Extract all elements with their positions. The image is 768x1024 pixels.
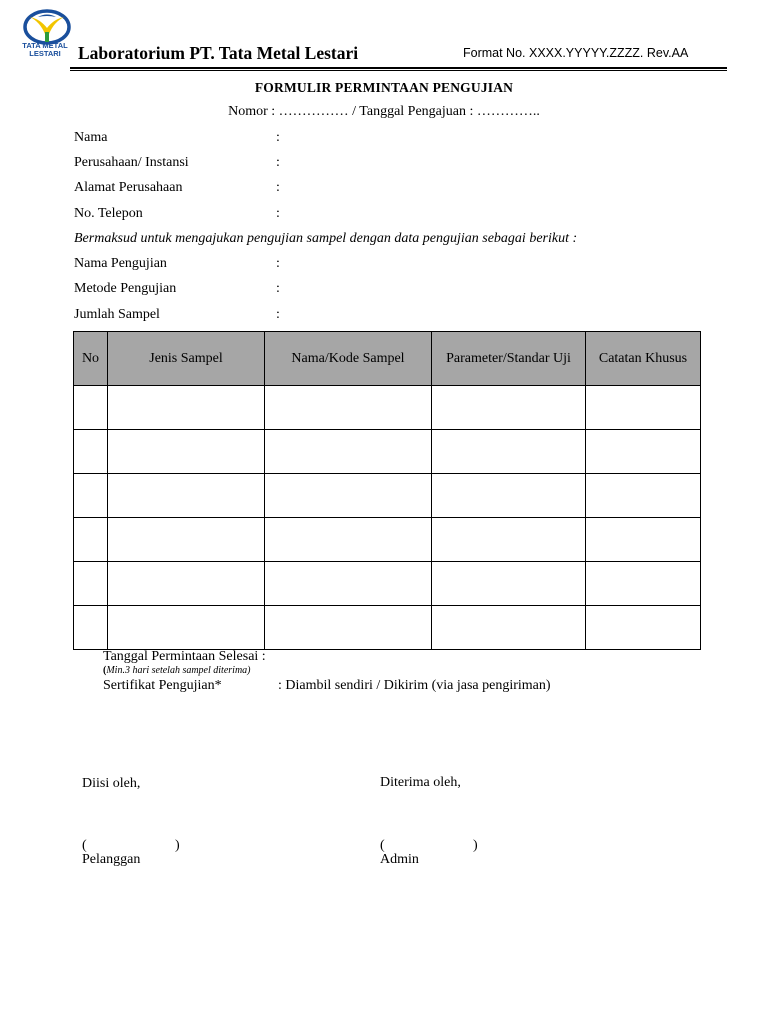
table-cell[interactable] — [265, 606, 432, 650]
table-cell[interactable] — [108, 474, 265, 518]
table-cell[interactable] — [265, 386, 432, 430]
column-header-nama-kode: Nama/Kode Sampel — [265, 332, 432, 386]
column-header-parameter: Parameter/Standar Uji — [432, 332, 586, 386]
signature-paren-open-right: ( — [380, 838, 385, 853]
table-row — [74, 518, 701, 562]
field-label-perusahaan: Perusahaan/ Instansi — [74, 155, 189, 170]
table-cell[interactable] — [586, 386, 701, 430]
table-cell[interactable] — [74, 562, 108, 606]
table-cell[interactable] — [108, 562, 265, 606]
field-label-nama: Nama — [74, 130, 108, 145]
field-colon: : — [276, 180, 280, 195]
field-label-telepon: No. Telepon — [74, 206, 143, 221]
field-label-jumlah: Jumlah Sampel — [74, 307, 160, 322]
table-header-row — [74, 332, 701, 386]
column-header-no: No — [74, 332, 108, 386]
field-colon: : — [276, 130, 280, 145]
table-cell[interactable] — [432, 386, 586, 430]
logo-text: TATA METAL LESTARI — [22, 41, 68, 58]
nomor-date-line: Nomor : …………… / Tanggal Pengajuan : ………….. — [228, 104, 540, 119]
sertifikat-label: Sertifikat Pengujian* — [103, 678, 222, 693]
table-row — [74, 474, 701, 518]
table-cell[interactable] — [586, 430, 701, 474]
format-number: Format No. XXXX.YYYYY.ZZZZ. Rev.AA — [463, 46, 689, 60]
table-cell[interactable] — [74, 474, 108, 518]
signature-caption-right: Diterima oleh, — [380, 775, 461, 790]
field-label-nama-pengujian: Nama Pengujian — [74, 256, 167, 271]
field-colon: : — [276, 206, 280, 221]
table-row — [74, 386, 701, 430]
field-colon: : — [276, 155, 280, 170]
table-row — [74, 562, 701, 606]
field-colon: : — [276, 256, 280, 271]
header-divider — [70, 67, 727, 69]
table-cell[interactable] — [432, 518, 586, 562]
table-cell[interactable] — [108, 386, 265, 430]
signature-caption-left: Diisi oleh, — [82, 776, 141, 791]
field-label-alamat: Alamat Perusahaan — [74, 180, 183, 195]
table-cell[interactable] — [586, 518, 701, 562]
table-cell[interactable] — [74, 606, 108, 650]
tanggal-selesai-label: Tanggal Permintaan Selesai : — [103, 649, 266, 664]
table-cell[interactable] — [108, 430, 265, 474]
signature-paren-close-left: ) — [175, 838, 180, 853]
table-cell[interactable] — [108, 518, 265, 562]
table-cell[interactable] — [586, 474, 701, 518]
header-divider-thin — [70, 70, 727, 71]
field-colon: : — [276, 307, 280, 322]
form-title: FORMULIR PERMINTAAN PENGUJIAN — [254, 80, 514, 95]
table-cell[interactable] — [265, 430, 432, 474]
table-cell[interactable] — [432, 606, 586, 650]
column-header-jenis: Jenis Sampel — [108, 332, 265, 386]
field-label-metode: Metode Pengujian — [74, 281, 177, 296]
table-cell[interactable] — [74, 430, 108, 474]
signature-paren-open-left: ( — [82, 838, 87, 853]
table-cell[interactable] — [432, 430, 586, 474]
table-cell[interactable] — [265, 474, 432, 518]
signature-role-right: Admin — [380, 852, 419, 867]
table-row — [74, 606, 701, 650]
column-header-catatan: Catatan Khusus — [586, 332, 701, 386]
field-colon: : — [276, 281, 280, 296]
sertifikat-value: : Diambil sendiri / Dikirim (via jasa pengiriman) — [278, 678, 551, 693]
signature-role-left: Pelanggan — [82, 852, 141, 867]
table-cell[interactable] — [586, 562, 701, 606]
table-cell[interactable] — [432, 562, 586, 606]
table-cell[interactable] — [432, 474, 586, 518]
table-cell[interactable] — [265, 518, 432, 562]
sample-table — [73, 331, 701, 650]
table-row — [74, 430, 701, 474]
tanggal-selesai-note: (Min.3 hari setelah sampel diterima) — [103, 665, 251, 676]
intro-text: Bermaksud untuk mengajukan pengujian sampel dengan data pengujian sebagai berikut : — [74, 231, 578, 246]
signature-paren-close-right: ) — [473, 838, 478, 853]
table-cell[interactable] — [265, 562, 432, 606]
lab-title: Laboratorium PT. Tata Metal Lestari — [78, 43, 359, 63]
table-cell[interactable] — [74, 386, 108, 430]
table-cell[interactable] — [108, 606, 265, 650]
table-cell[interactable] — [586, 606, 701, 650]
table-cell[interactable] — [74, 518, 108, 562]
